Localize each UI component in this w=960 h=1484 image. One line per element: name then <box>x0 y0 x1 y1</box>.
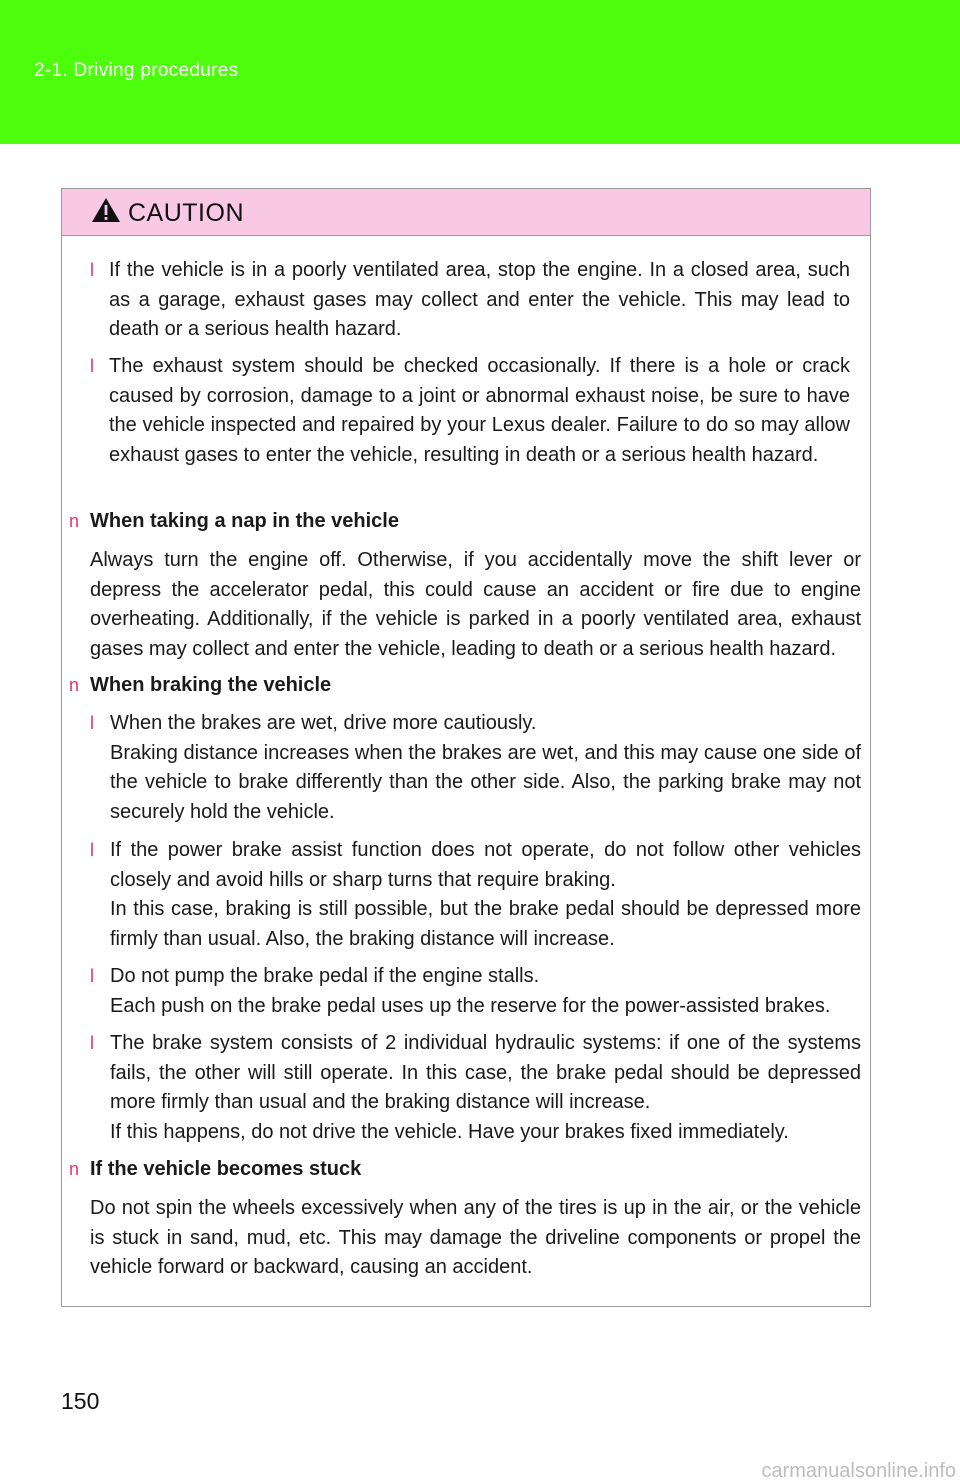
bullet-mark: l <box>90 260 94 280</box>
bullet-subtext: In this case, braking is still possible, but the brake pedal should be depressed more firmly than usual. Also, the braking distance will increase. <box>110 898 861 950</box>
heading-mark: n <box>69 675 80 695</box>
caution-title: CAUTION <box>128 199 244 227</box>
caution-box <box>61 188 871 1307</box>
bullet-text: The exhaust system should be checked occasionally. If there is a hole or crack caused by corrosion, damage to a joint or abnormal exhaust noise, be sure to have the vehicle inspected and repaired by your Lexus dealer. Failure to do so may allow exhaust gases to enter the vehicle, resulting in death or a serious health hazard. <box>109 355 850 466</box>
list-item <box>90 836 861 954</box>
list-item <box>90 352 850 470</box>
paragraph: Do not spin the wheels excessively when any of the tires is up in the air, or the vehicle is stuck in sand, mud, etc. This may damage the driveline components or propel the vehicle forward or backward, causing an accident. <box>90 1197 861 1278</box>
paragraph: Always turn the engine off. Otherwise, if you accidentally move the shift lever or depress the accelerator pedal, this could cause an accident or fire due to engine overheating. Additionally, if the vehicle is parked in a poorly ventilated area, exhaust gases may collect and enter the vehicle, leading to death or a serious health hazard. <box>90 549 861 660</box>
subsection-heading <box>69 507 850 537</box>
list-item <box>90 1029 861 1147</box>
section-header <box>0 0 960 144</box>
bullet-text: Do not pump the brake pedal if the engine stalls. <box>110 965 540 987</box>
heading-mark: n <box>69 1159 80 1179</box>
subsection-heading <box>69 1155 850 1185</box>
subsection-heading <box>69 671 850 701</box>
heading-mark: n <box>69 511 80 531</box>
bullet-mark: l <box>90 840 94 860</box>
bullet-mark: l <box>90 356 94 376</box>
warning-triangle-icon <box>91 197 121 223</box>
heading-text: When taking a nap in the vehicle <box>90 510 399 532</box>
section-title: 2-1. Driving procedures <box>34 60 239 81</box>
bullet-text: If the vehicle is in a poorly ventilated area, stop the engine. In a closed area, such as a garage, exhaust gases may collect and enter the vehicle. This may lead to death or a serious health hazard. <box>109 259 850 340</box>
bullet-subtext: Braking distance increases when the brakes are wet, and this may cause one side of the vehicle to brake differently than the other side. Also, the parking brake may not securely hold the vehicle. <box>110 741 861 823</box>
bullet-mark: l <box>90 713 94 733</box>
watermark: carmanualsonline.info <box>616 1458 960 1484</box>
bullet-subtext: Each push on the brake pedal uses up the reserve for the power-assisted brakes. <box>110 994 831 1017</box>
caution-header <box>62 189 870 236</box>
bullet-mark: l <box>90 966 94 986</box>
list-item <box>90 709 861 827</box>
bullet-text: When the brakes are wet, drive more cautiously. <box>110 712 537 734</box>
bullet-text: The brake system consists of 2 individual hydraulic systems: if one of the systems fails, the other will still operate. In this case, the brake pedal should be depressed more firmly than usual and the braking distance will increase. <box>110 1032 861 1113</box>
heading-text: If the vehicle becomes stuck <box>90 1158 362 1180</box>
bullet-subtext: If this happens, do not drive the vehicle. Have your brakes fixed immediately. <box>110 1120 789 1143</box>
bullet-text: If the power brake assist function does not operate, do not follow other vehicles closely and avoid hills or sharp turns that require braking. <box>110 839 861 891</box>
bullet-mark: l <box>90 1033 94 1053</box>
page-number: 150 <box>61 1388 100 1414</box>
list-item <box>90 256 850 345</box>
list-item <box>90 962 861 1021</box>
heading-text: When braking the vehicle <box>90 674 332 696</box>
